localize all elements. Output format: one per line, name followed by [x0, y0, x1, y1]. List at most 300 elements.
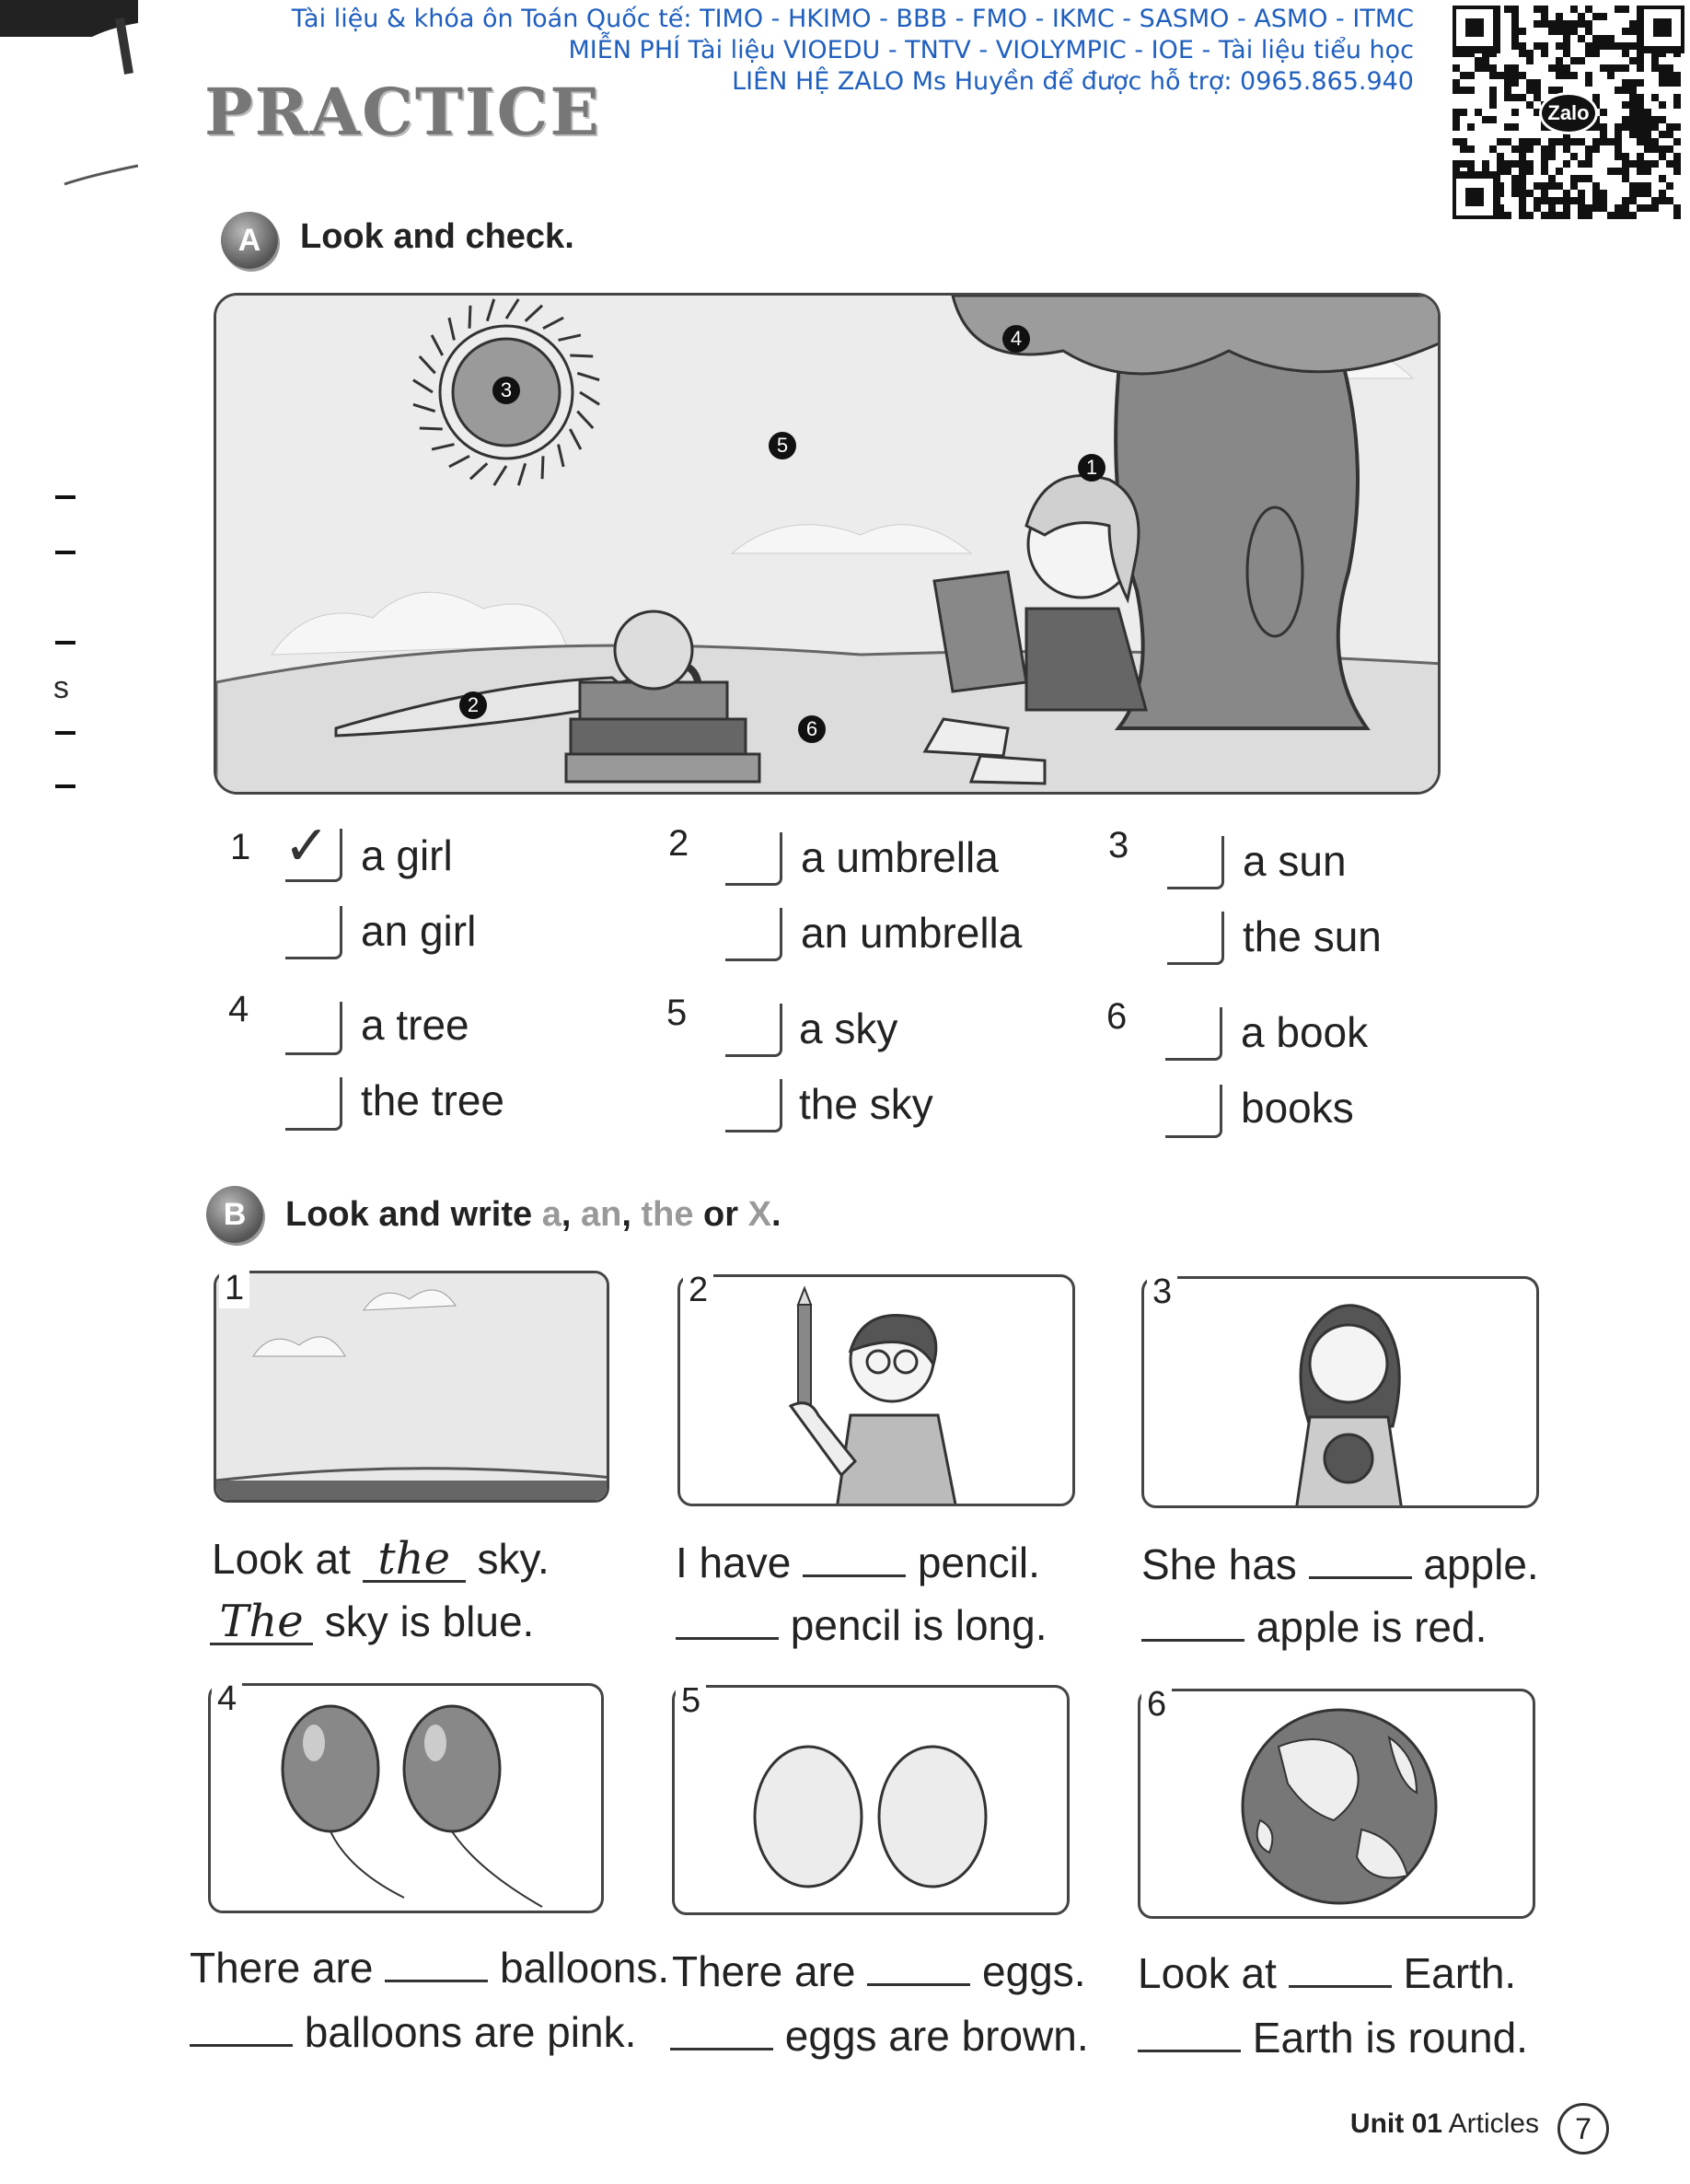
qr-module: [1556, 64, 1563, 72]
scan-edge-shadow: [0, 0, 138, 2184]
qr-module: [1607, 168, 1615, 175]
qr-module: [1615, 204, 1622, 212]
qr-module: [1615, 123, 1622, 131]
qr-module: [1504, 72, 1511, 79]
qr-module: [1585, 28, 1592, 35]
sentence-text: Earth.: [1391, 1949, 1517, 1997]
qr-module: [1644, 145, 1651, 153]
qr-module: [1511, 28, 1519, 35]
sentence-text: pencil.: [906, 1539, 1040, 1586]
qr-module: [1534, 20, 1541, 28]
scene-illustration: [214, 293, 1441, 795]
qr-module: [1504, 138, 1511, 145]
sentence-6a: [1138, 1948, 1516, 1998]
qr-module: [1644, 116, 1651, 123]
qr-module: [1578, 57, 1585, 64]
qr-module: [1504, 94, 1511, 101]
qr-module: [1592, 94, 1600, 101]
section-b-title: [285, 1195, 781, 1235]
qr-module: [1511, 6, 1519, 13]
qr-module: [1622, 64, 1629, 72]
qr-module: [1615, 42, 1622, 50]
qr-module: [1629, 197, 1637, 204]
qr-module: [1526, 168, 1534, 175]
qr-module: [1460, 87, 1467, 94]
sentence-3a: [1141, 1539, 1539, 1589]
qr-module: [1673, 138, 1681, 145]
earth-picture: [1140, 1691, 1535, 1919]
qr-module: [1489, 64, 1497, 72]
qr-module: [1534, 197, 1541, 204]
panel-number: 2: [683, 1271, 713, 1310]
sentence-text: balloons are pink.: [293, 2008, 637, 2056]
qr-module: [1504, 64, 1511, 72]
qr-module: [1578, 175, 1585, 182]
qr-module: [1511, 160, 1519, 168]
qr-module: [1563, 190, 1570, 197]
sentence-1b: [210, 1597, 534, 1646]
qr-module: [1541, 13, 1548, 20]
qr-module: [1629, 57, 1637, 64]
qr-module: [1534, 87, 1541, 94]
answer-blank[interactable]: [670, 2014, 773, 2050]
qr-module: [1673, 204, 1681, 212]
picture-panel-pencil: [677, 1274, 1075, 1506]
qr-module: [1556, 212, 1563, 219]
qr-module: [1467, 87, 1475, 94]
check-item-number: 1: [230, 827, 251, 867]
qr-module: [1526, 160, 1534, 168]
qr-module: [1504, 6, 1511, 13]
option-label: a umbrella: [801, 833, 999, 881]
qr-module: [1563, 42, 1570, 50]
qr-module: [1526, 101, 1534, 109]
qr-module: [1659, 79, 1666, 87]
qr-module: [1666, 182, 1673, 190]
qr-module: [1534, 79, 1541, 87]
qr-module: [1637, 182, 1644, 190]
qr-module: [1519, 204, 1526, 212]
qr-module: [1519, 50, 1526, 57]
qr-module: [1511, 123, 1519, 131]
qr-module: [1607, 138, 1615, 145]
checkbox-a-book[interactable]: [1165, 1007, 1222, 1061]
answer-blank[interactable]: The: [210, 1600, 313, 1645]
qr-module: [1541, 212, 1548, 219]
qr-module: [1629, 87, 1637, 94]
promo-line-3: LIÊN HỆ ZALO Ms Huyền để được hỗ trợ: 0965.865.940: [732, 67, 1414, 96]
word-a: a: [541, 1195, 561, 1234]
qr-module: [1570, 6, 1578, 13]
answer-blank[interactable]: [190, 2010, 293, 2047]
qr-module: [1578, 190, 1585, 197]
qr-module: [1622, 123, 1629, 131]
option-label: a girl: [361, 831, 453, 879]
picture-panel-balloons: [208, 1683, 604, 1913]
promo-line-1: Tài liệu & khóa ôn Toán Quốc tế: TIMO - HKIMO - BBB - FMO - IKMC - SASMO - ASMO - ITMC: [291, 5, 1414, 33]
word-the: the: [641, 1195, 694, 1234]
qr-module: [1541, 182, 1548, 190]
qr-module: [1497, 153, 1504, 160]
qr-module: [1570, 72, 1578, 79]
qr-module: [1629, 131, 1637, 138]
panel-number: 5: [676, 1681, 706, 1721]
sun-ray: [542, 456, 543, 479]
answer-blank[interactable]: [385, 1946, 488, 1982]
qr-module: [1622, 79, 1629, 87]
qr-module: [1519, 168, 1526, 175]
edge-mark: [55, 641, 75, 645]
sentence-text: There are: [190, 1944, 386, 1992]
qr-module: [1615, 145, 1622, 153]
qr-module: [1659, 190, 1666, 197]
qr-module: [1622, 197, 1629, 204]
qr-module: [1534, 182, 1541, 190]
answer-blank[interactable]: [1309, 1542, 1412, 1579]
section-a-badge: A: [221, 212, 278, 269]
qr-module: [1548, 197, 1556, 204]
qr-module: [1526, 138, 1534, 145]
qr-module: [1541, 160, 1548, 168]
qr-module: [1659, 145, 1666, 153]
checkbox-an-girl[interactable]: [285, 906, 342, 959]
qr-module: [1651, 197, 1659, 204]
sentence-2a: [676, 1538, 1040, 1587]
check-item-number: 6: [1106, 996, 1128, 1037]
qr-module: [1548, 153, 1556, 160]
qr-module: [1489, 94, 1497, 101]
qr-module: [1511, 94, 1519, 101]
qr-module: [1615, 87, 1622, 94]
qr-module: [1637, 123, 1644, 131]
qr-module: [1453, 123, 1460, 131]
qr-module: [1637, 190, 1644, 197]
checkbox-the-sun[interactable]: [1167, 912, 1224, 965]
option-label: a sun: [1243, 837, 1347, 885]
answer-blank[interactable]: [803, 1540, 906, 1577]
qr-module: [1629, 28, 1637, 35]
qr-module: [1548, 204, 1556, 212]
qr-module: [1600, 123, 1607, 131]
qr-module: [1592, 190, 1600, 197]
qr-module: [1666, 72, 1673, 79]
qr-module: [1600, 138, 1607, 145]
edge-mark: [55, 495, 75, 499]
qr-module: [1511, 109, 1519, 116]
qr-module: [1482, 160, 1489, 168]
sentence-text: She has: [1141, 1540, 1309, 1588]
option-label: a tree: [361, 1001, 469, 1049]
qr-module: [1556, 197, 1563, 204]
sentence-text: eggs.: [970, 1947, 1086, 1995]
qr-module: [1467, 123, 1475, 131]
qr-module: [1511, 72, 1519, 79]
qr-module: [1666, 64, 1673, 72]
sentence-text: eggs are brown.: [773, 2012, 1089, 2060]
section-a-title: Look and check.: [300, 217, 574, 256]
qr-module: [1600, 42, 1607, 50]
qr-module: [1592, 145, 1600, 153]
qr-module: [1585, 50, 1592, 57]
scene-number-5: 5: [769, 432, 796, 459]
checkbox-the-sky[interactable]: [725, 1079, 782, 1133]
qr-module: [1526, 212, 1534, 219]
qr-module: [1644, 190, 1651, 197]
sentence-text: sky.: [465, 1535, 550, 1583]
scene-number-1: 1: [1078, 454, 1105, 482]
qr-module: [1622, 212, 1629, 219]
page-title: PRACTICE: [204, 74, 601, 150]
picture-panel-apple: [1141, 1276, 1539, 1508]
qr-module: [1592, 123, 1600, 131]
qr-module: [1673, 79, 1681, 87]
qr-module: [1519, 42, 1526, 50]
qr-module: [1585, 204, 1592, 212]
qr-module: [1563, 28, 1570, 35]
qr-module: [1526, 190, 1534, 197]
qr-module: [1489, 72, 1497, 79]
qr-module: [1622, 50, 1629, 57]
qr-module: [1453, 138, 1460, 145]
qr-module: [1556, 13, 1563, 20]
qr-module: [1651, 160, 1659, 168]
qr-module: [1607, 42, 1615, 50]
qr-module: [1615, 212, 1622, 219]
qr-module: [1519, 28, 1526, 35]
title-end: .: [770, 1195, 781, 1234]
check-item-number: 4: [228, 989, 249, 1029]
sentence-1a: [212, 1534, 550, 1584]
panel-number: 4: [212, 1679, 242, 1719]
qr-module: [1622, 175, 1629, 182]
qr-module: [1511, 35, 1519, 42]
qr-module: [1585, 160, 1592, 168]
qr-module: [1600, 109, 1607, 116]
qr-module: [1637, 204, 1644, 212]
option-label: the sun: [1243, 912, 1382, 960]
picture-panel-eggs: [672, 1685, 1070, 1915]
qr-module: [1600, 13, 1607, 20]
qr-finder-center: [1465, 188, 1484, 206]
qr-module: [1570, 153, 1578, 160]
qr-module: [1666, 131, 1673, 138]
qr-module: [1460, 138, 1467, 145]
qr-module: [1511, 175, 1519, 182]
sentence-text: apple.: [1411, 1540, 1539, 1588]
qr-module: [1519, 153, 1526, 160]
sun-ray: [469, 306, 470, 329]
girl-with-apple-picture: [1144, 1279, 1539, 1508]
qr-module: [1629, 42, 1637, 50]
qr-module: [1570, 175, 1578, 182]
qr-module: [1600, 197, 1607, 204]
qr-module: [1659, 64, 1666, 72]
qr-module: [1659, 153, 1666, 160]
qr-module: [1629, 123, 1637, 131]
qr-module: [1615, 131, 1622, 138]
qr-module: [1453, 64, 1460, 72]
qr-module: [1563, 204, 1570, 212]
qr-module: [1578, 13, 1585, 20]
qr-module: [1651, 64, 1659, 72]
qr-module: [1548, 28, 1556, 35]
qr-module: [1637, 153, 1644, 160]
answer-blank[interactable]: [1289, 1951, 1392, 1988]
qr-module: [1519, 182, 1526, 190]
qr-module: [1475, 57, 1482, 64]
qr-module: [1460, 160, 1467, 168]
qr-module: [1570, 197, 1578, 204]
qr-module: [1600, 204, 1607, 212]
option-label: an umbrella: [801, 909, 1023, 957]
qr-module: [1541, 168, 1548, 175]
qr-module: [1563, 35, 1570, 42]
checkbox-books[interactable]: [1165, 1085, 1222, 1138]
qr-module: [1504, 87, 1511, 94]
sentence-2b: [676, 1600, 1048, 1650]
answer-blank[interactable]: the: [363, 1538, 466, 1583]
qr-module: [1541, 20, 1548, 28]
qr-module: [1637, 116, 1644, 123]
edge-mark: [55, 731, 75, 735]
qr-module: [1629, 212, 1637, 219]
qr-module: [1489, 101, 1497, 109]
qr-module: [1673, 212, 1681, 219]
qr-module: [1673, 94, 1681, 101]
qr-module: [1578, 204, 1585, 212]
qr-module: [1563, 20, 1570, 28]
qr-module: [1541, 42, 1548, 50]
sentence-6b: [1138, 2013, 1528, 2062]
qr-module: [1622, 6, 1629, 13]
checkbox-a-umbrella[interactable]: [725, 832, 782, 886]
qr-module: [1592, 50, 1600, 57]
qr-module: [1629, 20, 1637, 28]
qr-module: [1541, 190, 1548, 197]
qr-module: [1526, 50, 1534, 57]
qr-module: [1453, 160, 1460, 168]
qr-module: [1666, 197, 1673, 204]
qr-module: [1592, 35, 1600, 42]
qr-finder-center: [1653, 18, 1672, 37]
qr-module: [1556, 57, 1563, 64]
qr-module: [1615, 138, 1622, 145]
qr-module: [1644, 138, 1651, 145]
qr-module: [1570, 20, 1578, 28]
qr-module: [1659, 197, 1666, 204]
boy-with-pencil-picture: [680, 1277, 1075, 1506]
qr-module: [1556, 182, 1563, 190]
qr-module: [1637, 101, 1644, 109]
qr-module: [1511, 20, 1519, 28]
qr-module: [1482, 116, 1489, 123]
qr-module: [1629, 101, 1637, 109]
answer-blank[interactable]: [867, 1949, 970, 1986]
qr-module: [1563, 72, 1570, 79]
qr-module: [1585, 175, 1592, 182]
qr-module: [1673, 153, 1681, 160]
qr-module: [1600, 190, 1607, 197]
qr-module: [1629, 94, 1637, 101]
option-label: the sky: [799, 1080, 933, 1128]
qr-module: [1666, 145, 1673, 153]
qr-module: [1637, 131, 1644, 138]
picture-panel-earth: [1138, 1689, 1535, 1919]
qr-module: [1519, 72, 1526, 79]
page-footer: [1350, 2108, 1539, 2140]
section-b-title-text: Look and write: [285, 1195, 542, 1234]
qr-module: [1534, 138, 1541, 145]
checkbox-a-sun[interactable]: [1167, 836, 1224, 889]
qr-module: [1615, 64, 1622, 72]
qr-module: [1622, 42, 1629, 50]
qr-module: [1556, 168, 1563, 175]
qr-module: [1644, 123, 1651, 131]
qr-module: [1497, 72, 1504, 79]
qr-module: [1585, 79, 1592, 87]
qr-module: [1673, 72, 1681, 79]
qr-module: [1637, 94, 1644, 101]
qr-module: [1548, 64, 1556, 72]
qr-module: [1629, 109, 1637, 116]
qr-module: [1570, 138, 1578, 145]
qr-module: [1548, 87, 1556, 94]
qr-module: [1453, 109, 1460, 116]
qr-module: [1651, 204, 1659, 212]
qr-module: [1592, 138, 1600, 145]
panel-number: 6: [1141, 1685, 1172, 1725]
qr-module: [1519, 160, 1526, 168]
sky-picture: [216, 1273, 609, 1503]
qr-module: [1637, 109, 1644, 116]
qr-module: [1563, 212, 1570, 219]
sentence-text: pencil is long.: [779, 1601, 1048, 1649]
qr-module: [1592, 197, 1600, 204]
qr-module: [1637, 168, 1644, 175]
footer-topic: Articles: [1448, 2108, 1539, 2139]
qr-module: [1519, 138, 1526, 145]
checkbox-an-umbrella[interactable]: [725, 908, 782, 961]
checkbox-a-sky[interactable]: [725, 1004, 782, 1057]
sentence-4a: [190, 1943, 669, 1992]
answer-blank[interactable]: [1141, 1605, 1244, 1642]
qr-module: [1622, 87, 1629, 94]
answer-blank[interactable]: [1138, 2016, 1241, 2052]
qr-module: [1659, 101, 1666, 109]
qr-module: [1622, 204, 1629, 212]
qr-module: [1585, 153, 1592, 160]
sentence-5b: [670, 2011, 1089, 2061]
qr-module: [1563, 50, 1570, 57]
qr-module: [1570, 28, 1578, 35]
checkbox-a-tree[interactable]: [285, 1002, 342, 1055]
qr-module: [1526, 145, 1534, 153]
qr-module: [1651, 123, 1659, 131]
sentence-text: sky is blue.: [313, 1597, 535, 1645]
qr-module: [1585, 72, 1592, 79]
qr-module: [1548, 175, 1556, 182]
answer-blank[interactable]: [676, 1603, 779, 1640]
option-label: books: [1241, 1084, 1354, 1132]
sentence-text: Look at: [1138, 1949, 1289, 1997]
qr-module: [1659, 72, 1666, 79]
checkbox-the-tree[interactable]: [285, 1077, 342, 1131]
qr-module: [1548, 212, 1556, 219]
qr-module: [1519, 212, 1526, 219]
qr-module: [1511, 79, 1519, 87]
qr-module: [1548, 138, 1556, 145]
qr-module: [1563, 145, 1570, 153]
